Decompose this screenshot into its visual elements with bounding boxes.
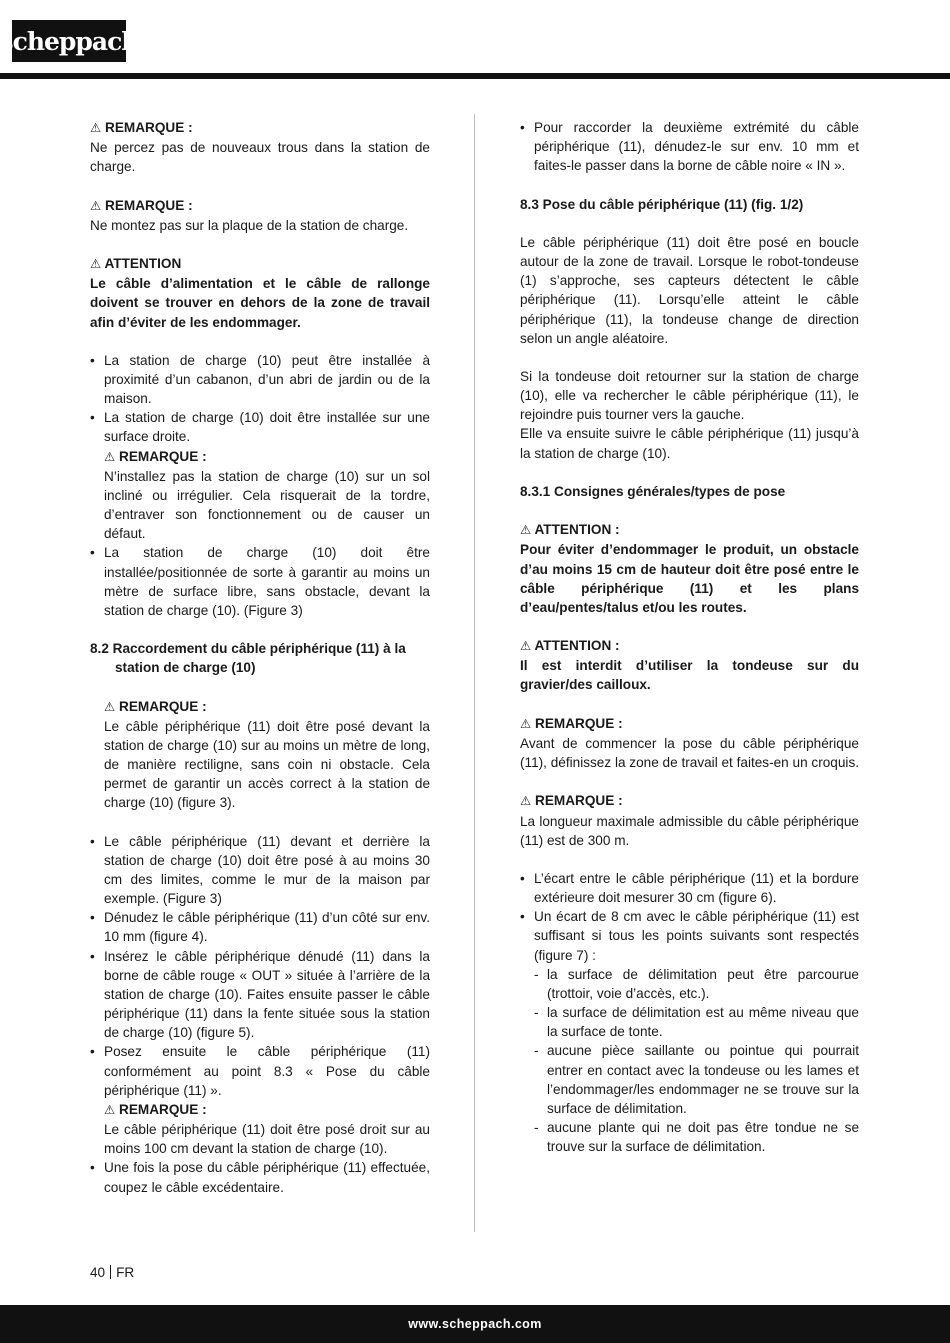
note-heading: ⚠ REMARQUE : — [104, 698, 207, 714]
section-heading-8-2: 8.2 Raccordement du câble périphérique (11) à la station de charge (10) — [90, 641, 406, 676]
attention-heading: ⚠ ATTENTION — [90, 256, 182, 272]
attention-text: Le câble d’alimentation et le câble de rallonge doivent se trouver en dehors de la zone de travail afin d’éviter de les endommager. — [90, 276, 430, 330]
note-heading: ⚠ REMARQUE : — [104, 448, 207, 464]
note-heading: ⚠ REMARQUE : — [104, 1101, 207, 1117]
footer-url-bar — [0, 1305, 950, 1343]
warning-icon: ⚠ — [104, 449, 116, 464]
section-heading-8-3: 8.3 Pose du câble périphérique (11) (fig. 1/2) — [520, 196, 804, 212]
note-text: Avant de commencer la pose du câble périphérique (11), définissez la zone de travail et faites-en un croquis. — [520, 735, 860, 771]
note-heading: ⚠ REMARQUE : — [520, 715, 623, 731]
list-item: • Pour raccorder la deuxième extrémité du câble périphérique (11), dénudez-le sur env. 10 mm et faites-le passer dans la borne de câble noire « IN ». — [520, 118, 859, 175]
attention-text: Il est interdit d’utiliser la tondeuse sur du gravier/des cailloux. — [520, 658, 859, 693]
warning-icon: ⚠ — [520, 523, 532, 538]
sub-list-item: - la surface de délimitation est au même niveau que la surface de tonte. — [520, 1003, 859, 1041]
list-item: • Dénudez le câble périphérique (11) d’un côté sur env. 10 mm (figure 4). — [90, 908, 430, 946]
brand-logo: scheppach — [12, 20, 126, 62]
list-item: • Une fois la pose du câble périphérique (11) effectuée, coupez le câble excédentaire. — [90, 1158, 430, 1196]
attention-heading: ⚠ ATTENTION : — [520, 522, 620, 538]
list-item: • La station de charge (10) peut être installée à proximité d’un cabanon, d’un abri de jardin ou de la maison. — [90, 351, 430, 408]
warning-icon: ⚠ — [520, 794, 532, 809]
warning-icon: ⚠ — [90, 257, 102, 272]
note-text: Ne percez pas de nouveaux trous dans la station de charge. — [90, 140, 430, 175]
list-item: • La station de charge (10) doit être installée/positionnée de sorte à garantir au moins un mètre de surface libre, sans obstacle, devant la station de charge (10). (Figure 3) — [90, 543, 430, 620]
page-number: 40 — [90, 1265, 106, 1280]
note-heading: ⚠ REMARQUE : — [90, 120, 193, 135]
list-item: • Un écart de 8 cm avec le câble périphérique (11) est suffisant si tous les points suivants sont respectés (figure 7) : — [520, 907, 859, 964]
list-item: • La station de charge (10) doit être installée sur une surface droite. — [90, 408, 430, 446]
attention-text: Pour éviter d’endommager le produit, un obstacle d’au moins 15 cm de hauteur doit être posé entre le câble périphérique (11) et les plans d’eau/pentes/talus et/ou les routes. — [520, 542, 859, 615]
footer-separator — [110, 1265, 111, 1279]
section-heading-8-3-1: 8.3.1 Consignes générales/types de pose — [520, 483, 786, 499]
header-rule — [0, 73, 950, 79]
sub-list-item: - la surface de délimitation peut être parcourue (trottoir, voie d’accès, etc.). — [520, 965, 859, 1003]
list-item: • L’écart entre le câble périphérique (11) et la bordure extérieure doit mesurer 30 cm (figure 6). — [520, 869, 859, 907]
note-heading: ⚠ REMARQUE : — [520, 793, 623, 809]
sub-list-item: - aucune pièce saillante ou pointue qui pourrait entrer en contact avec la tondeuse ou les lames et l’endommager/les endommager ne se trouve sur la surface de délimitation. — [520, 1041, 859, 1118]
note-text: La longueur maximale admissible du câble périphérique (11) est de 300 m. — [520, 813, 859, 848]
body-paragraph: Le câble périphérique (11) doit être posé en boucle autour de la zone de travail. Lorsque le robot-tondeuse (1) s’approche, ses capteurs détectent le câble périphérique (11). Lorsqu’elle atteint le câble périphérique (11), la tondeuse change de direction selon un angle aléatoire. — [520, 234, 859, 346]
column-divider — [474, 114, 475, 1232]
list-item: • Insérez le câble périphérique dénudé (11) dans la borne de câble rouge « OUT » située à l’arrière de la station de charge (10). Faites ensuite passer le câble périphérique (11) dans la fente située sous la station de charge (10) (figure 5). — [90, 947, 430, 1043]
note-heading: ⚠ REMARQUE : — [90, 197, 193, 213]
warning-icon: ⚠ — [90, 198, 102, 213]
note-text: Ne montez pas sur la plaque de la station de charge. — [90, 217, 409, 233]
note-text: Le câble périphérique (11) doit être posé droit sur au moins 100 cm devant la station de charge (10). — [104, 1122, 430, 1157]
warning-icon: ⚠ — [520, 639, 532, 654]
body-paragraph: Elle va ensuite suivre le câble périphérique (11) jusqu’à la station de charge (10). — [520, 426, 859, 461]
warning-icon: ⚠ — [90, 121, 102, 135]
warning-icon: ⚠ — [520, 716, 532, 731]
left-column — [90, 118, 430, 1197]
right-column — [520, 118, 859, 1156]
language-code: FR — [116, 1265, 135, 1280]
warning-icon: ⚠ — [104, 1102, 116, 1117]
website-url[interactable]: www.scheppach.com — [408, 1317, 542, 1331]
list-item: • Le câble périphérique (11) devant et derrière la station de charge (10) doit être posé à au moins 30 cm des limites, comme le mur de la maison par exemple. (Figure 3) — [90, 832, 430, 909]
attention-heading: ⚠ ATTENTION : — [520, 638, 620, 654]
body-paragraph: Si la tondeuse doit retourner sur la station de charge (10), elle va rechercher le câble périphérique (11), le rejoindre puis tourner vers la gauche. — [520, 368, 859, 423]
warning-icon: ⚠ — [104, 699, 116, 714]
note-text: Le câble périphérique (11) doit être posé devant la station de charge (10) sur au moins un mètre de long, de manière rectiligne, sans coin ni obstacle. Cela permet de garantir un accès correct à la station de charge (10) (figure 3). — [104, 718, 430, 811]
sub-list-item: - aucune plante qui ne doit pas être tondue ne se trouve sur la surface de délimitation. — [520, 1118, 859, 1156]
page-footer — [90, 1265, 134, 1280]
note-text: N’installez pas la station de charge (10) sur un sol incliné ou irrégulier. Cela risquerait de la tordre, d’entraver son fonctionnement ou de causer un défaut. — [104, 468, 430, 542]
list-item: • Posez ensuite le câble périphérique (11) conformément au point 8.3 « Pose du câble périphérique (11) ». — [90, 1042, 430, 1099]
